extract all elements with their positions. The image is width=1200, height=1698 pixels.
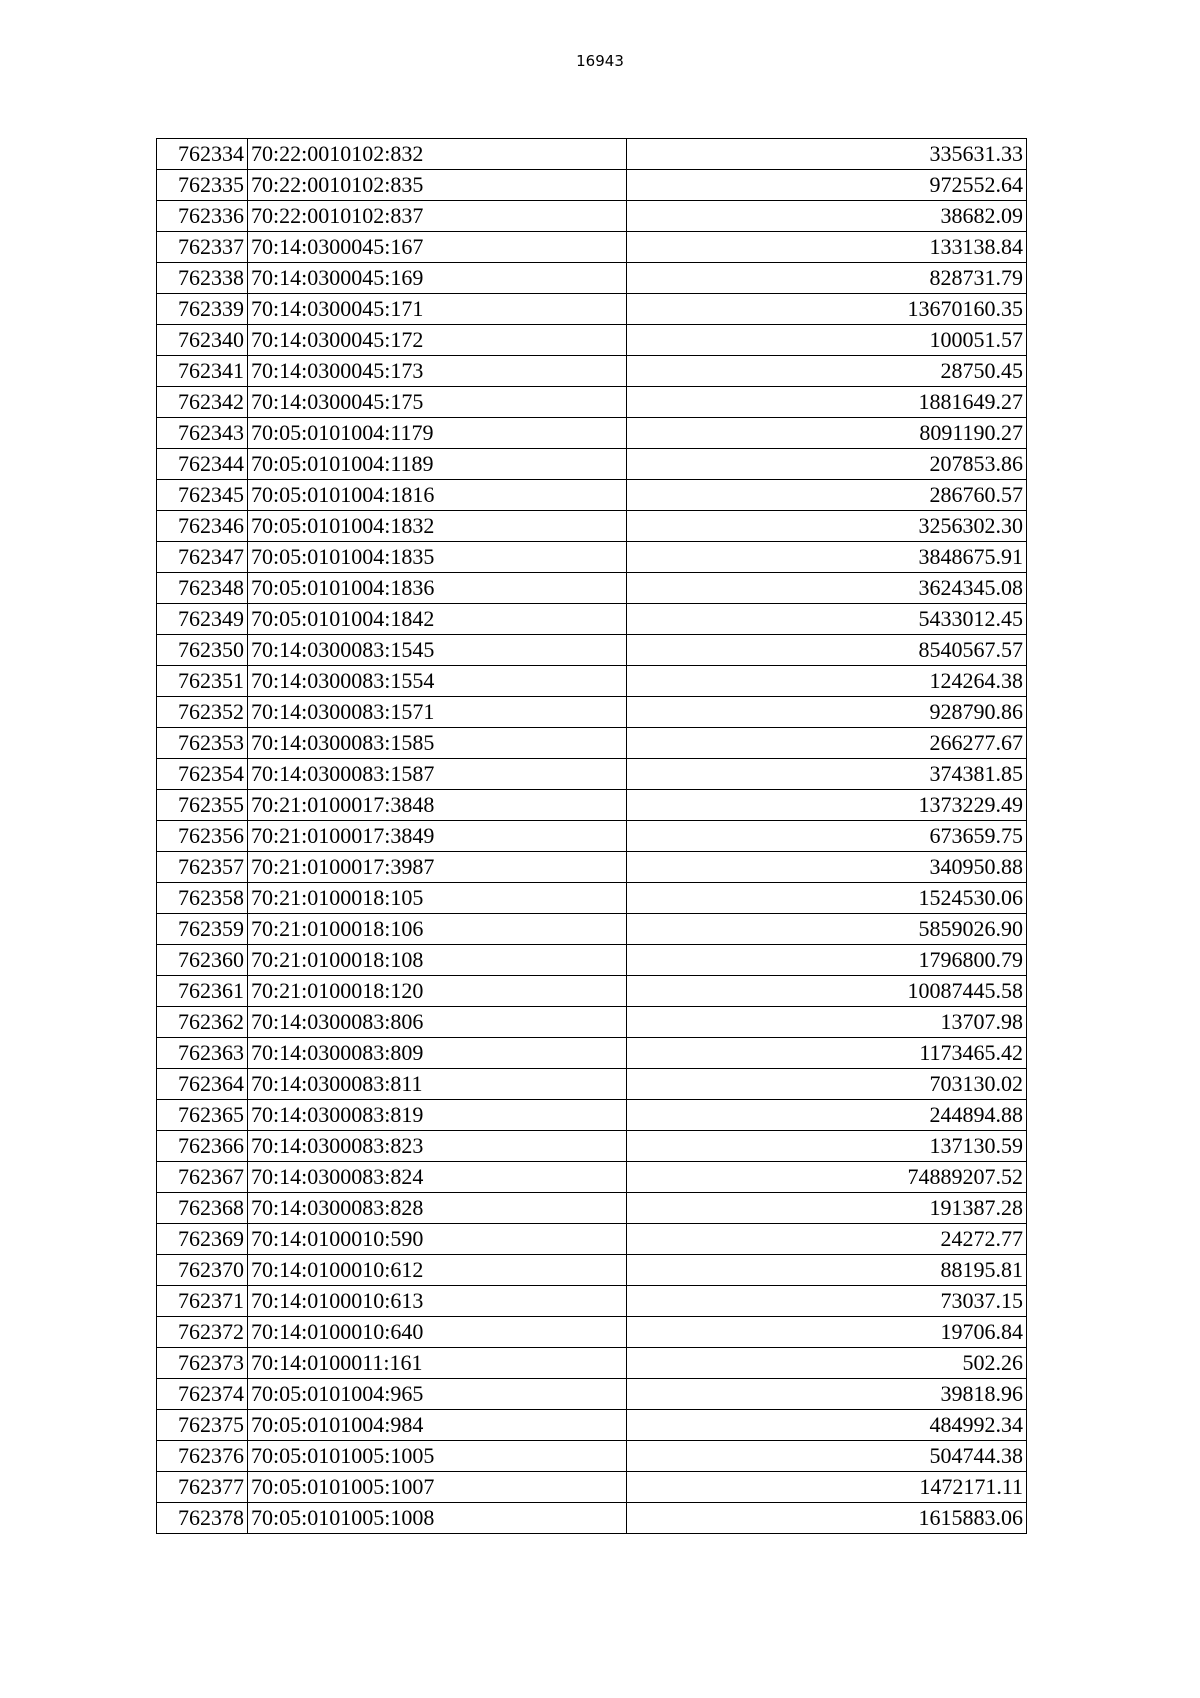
row-id-cell: 762352 [157, 697, 248, 728]
table-row [157, 263, 1027, 294]
cadastral-number-cell: 70:14:0300083:811 [248, 1069, 627, 1100]
cadastral-value-cell: 24272.77 [627, 1224, 1027, 1255]
cadastral-value-cell: 1615883.06 [627, 1503, 1027, 1534]
cadastral-number-cell: 70:14:0300045:171 [248, 294, 627, 325]
cadastral-value-cell: 1881649.27 [627, 387, 1027, 418]
cadastral-value-cell: 8091190.27 [627, 418, 1027, 449]
table-row [157, 480, 1027, 511]
cadastral-number-cell: 70:14:0100010:612 [248, 1255, 627, 1286]
cadastral-value-cell: 3848675.91 [627, 542, 1027, 573]
row-id-cell: 762366 [157, 1131, 248, 1162]
row-id-cell: 762377 [157, 1472, 248, 1503]
row-id-cell: 762359 [157, 914, 248, 945]
table-row [157, 542, 1027, 573]
table-row [157, 697, 1027, 728]
row-id-cell: 762349 [157, 604, 248, 635]
row-id-cell: 762367 [157, 1162, 248, 1193]
cadastral-number-cell: 70:21:0100018:120 [248, 976, 627, 1007]
table-row [157, 1441, 1027, 1472]
cadastral-value-cell: 28750.45 [627, 356, 1027, 387]
cadastral-number-cell: 70:14:0300083:1571 [248, 697, 627, 728]
cadastral-value-cell: 502.26 [627, 1348, 1027, 1379]
cadastral-value-cell: 340950.88 [627, 852, 1027, 883]
cadastral-value-cell: 504744.38 [627, 1441, 1027, 1472]
cadastral-number-cell: 70:05:0101004:984 [248, 1410, 627, 1441]
cadastral-number-cell: 70:21:0100018:105 [248, 883, 627, 914]
cadastral-number-cell: 70:14:0100011:161 [248, 1348, 627, 1379]
row-id-cell: 762378 [157, 1503, 248, 1534]
cadastral-value-cell: 3624345.08 [627, 573, 1027, 604]
row-id-cell: 762375 [157, 1410, 248, 1441]
cadastral-number-cell: 70:14:0300083:1587 [248, 759, 627, 790]
table-row [157, 294, 1027, 325]
table-row [157, 1007, 1027, 1038]
table-row [157, 635, 1027, 666]
cadastral-value-cell: 88195.81 [627, 1255, 1027, 1286]
cadastral-value-cell: 828731.79 [627, 263, 1027, 294]
cadastral-number-cell: 70:05:0101004:1836 [248, 573, 627, 604]
table-row [157, 914, 1027, 945]
cadastral-value-cell: 5433012.45 [627, 604, 1027, 635]
cadastral-value-cell: 3256302.30 [627, 511, 1027, 542]
cadastral-number-cell: 70:21:0100017:3987 [248, 852, 627, 883]
table-row [157, 759, 1027, 790]
row-id-cell: 762346 [157, 511, 248, 542]
table-row [157, 1472, 1027, 1503]
cadastral-number-cell: 70:14:0100010:640 [248, 1317, 627, 1348]
cadastral-value-cell: 484992.34 [627, 1410, 1027, 1441]
cadastral-number-cell: 70:14:0300083:1554 [248, 666, 627, 697]
row-id-cell: 762343 [157, 418, 248, 449]
cadastral-number-cell: 70:05:0101004:1842 [248, 604, 627, 635]
cadastral-value-cell: 10087445.58 [627, 976, 1027, 1007]
cadastral-number-cell: 70:14:0300045:169 [248, 263, 627, 294]
row-id-cell: 762338 [157, 263, 248, 294]
table-row [157, 666, 1027, 697]
cadastral-value-cell: 972552.64 [627, 170, 1027, 201]
row-id-cell: 762357 [157, 852, 248, 883]
table-row [157, 201, 1027, 232]
row-id-cell: 762365 [157, 1100, 248, 1131]
row-id-cell: 762354 [157, 759, 248, 790]
cadastral-value-cell: 5859026.90 [627, 914, 1027, 945]
cadastral-value-cell: 1173465.42 [627, 1038, 1027, 1069]
table-row [157, 790, 1027, 821]
row-id-cell: 762373 [157, 1348, 248, 1379]
cadastral-number-cell: 70:05:0101004:1816 [248, 480, 627, 511]
cadastral-value-cell: 13707.98 [627, 1007, 1027, 1038]
cadastral-value-cell: 13670160.35 [627, 294, 1027, 325]
cadastral-number-cell: 70:14:0300083:824 [248, 1162, 627, 1193]
row-id-cell: 762353 [157, 728, 248, 759]
row-id-cell: 762370 [157, 1255, 248, 1286]
cadastral-value-cell: 1524530.06 [627, 883, 1027, 914]
cadastral-number-cell: 70:14:0100010:613 [248, 1286, 627, 1317]
cadastral-value-cell: 191387.28 [627, 1193, 1027, 1224]
cadastral-number-cell: 70:22:0010102:837 [248, 201, 627, 232]
cadastral-number-cell: 70:05:0101005:1008 [248, 1503, 627, 1534]
row-id-cell: 762347 [157, 542, 248, 573]
cadastral-value-cell: 137130.59 [627, 1131, 1027, 1162]
cadastral-number-cell: 70:14:0300045:175 [248, 387, 627, 418]
row-id-cell: 762350 [157, 635, 248, 666]
cadastral-number-cell: 70:05:0101004:1189 [248, 449, 627, 480]
cadastral-number-cell: 70:14:0300045:167 [248, 232, 627, 263]
row-id-cell: 762336 [157, 201, 248, 232]
cadastral-value-cell: 286760.57 [627, 480, 1027, 511]
row-id-cell: 762344 [157, 449, 248, 480]
cadastral-number-cell: 70:05:0101005:1007 [248, 1472, 627, 1503]
table-row [157, 852, 1027, 883]
table-row [157, 1224, 1027, 1255]
row-id-cell: 762337 [157, 232, 248, 263]
table-row [157, 1317, 1027, 1348]
page-number: 16943 [576, 52, 624, 70]
cadastral-number-cell: 70:05:0101004:1832 [248, 511, 627, 542]
table-row [157, 418, 1027, 449]
cadastral-number-cell: 70:05:0101004:1179 [248, 418, 627, 449]
cadastral-number-cell: 70:05:0101004:965 [248, 1379, 627, 1410]
cadastral-value-cell: 335631.33 [627, 139, 1027, 170]
cadastral-value-cell: 1796800.79 [627, 945, 1027, 976]
cadastral-value-cell: 1472171.11 [627, 1472, 1027, 1503]
cadastral-number-cell: 70:14:0300083:806 [248, 1007, 627, 1038]
row-id-cell: 762335 [157, 170, 248, 201]
cadastral-value-table-container [156, 138, 1027, 1534]
table-row [157, 604, 1027, 635]
row-id-cell: 762362 [157, 1007, 248, 1038]
row-id-cell: 762341 [157, 356, 248, 387]
table-row [157, 356, 1027, 387]
cadastral-value-cell: 374381.85 [627, 759, 1027, 790]
row-id-cell: 762372 [157, 1317, 248, 1348]
cadastral-value-cell: 207853.86 [627, 449, 1027, 480]
cadastral-value-cell: 124264.38 [627, 666, 1027, 697]
cadastral-number-cell: 70:14:0300083:1585 [248, 728, 627, 759]
table-row [157, 1348, 1027, 1379]
table-body [157, 139, 1027, 1534]
row-id-cell: 762334 [157, 139, 248, 170]
row-id-cell: 762348 [157, 573, 248, 604]
row-id-cell: 762368 [157, 1193, 248, 1224]
table-row [157, 1131, 1027, 1162]
cadastral-value-cell: 38682.09 [627, 201, 1027, 232]
row-id-cell: 762369 [157, 1224, 248, 1255]
cadastral-value-cell: 19706.84 [627, 1317, 1027, 1348]
table-row [157, 1100, 1027, 1131]
table-row [157, 232, 1027, 263]
table-row [157, 1162, 1027, 1193]
table-row [157, 883, 1027, 914]
table-row [157, 976, 1027, 1007]
table-row [157, 139, 1027, 170]
cadastral-number-cell: 70:14:0300083:809 [248, 1038, 627, 1069]
row-id-cell: 762340 [157, 325, 248, 356]
cadastral-value-cell: 100051.57 [627, 325, 1027, 356]
table-row [157, 945, 1027, 976]
cadastral-value-table [156, 138, 1027, 1534]
cadastral-value-cell: 673659.75 [627, 821, 1027, 852]
table-row [157, 1193, 1027, 1224]
cadastral-number-cell: 70:22:0010102:835 [248, 170, 627, 201]
cadastral-number-cell: 70:14:0300045:172 [248, 325, 627, 356]
cadastral-number-cell: 70:14:0300045:173 [248, 356, 627, 387]
row-id-cell: 762374 [157, 1379, 248, 1410]
cadastral-number-cell: 70:05:0101005:1005 [248, 1441, 627, 1472]
cadastral-number-cell: 70:14:0300083:819 [248, 1100, 627, 1131]
cadastral-value-cell: 8540567.57 [627, 635, 1027, 666]
cadastral-value-cell: 703130.02 [627, 1069, 1027, 1100]
cadastral-value-cell: 266277.67 [627, 728, 1027, 759]
table-row [157, 821, 1027, 852]
table-row [157, 1410, 1027, 1441]
row-id-cell: 762351 [157, 666, 248, 697]
table-row [157, 1286, 1027, 1317]
row-id-cell: 762358 [157, 883, 248, 914]
table-row [157, 1255, 1027, 1286]
cadastral-value-cell: 133138.84 [627, 232, 1027, 263]
table-row [157, 1503, 1027, 1534]
cadastral-number-cell: 70:21:0100017:3849 [248, 821, 627, 852]
table-row [157, 728, 1027, 759]
table-row [157, 449, 1027, 480]
cadastral-value-cell: 244894.88 [627, 1100, 1027, 1131]
table-row [157, 325, 1027, 356]
row-id-cell: 762342 [157, 387, 248, 418]
row-id-cell: 762345 [157, 480, 248, 511]
cadastral-number-cell: 70:05:0101004:1835 [248, 542, 627, 573]
table-row [157, 1379, 1027, 1410]
cadastral-value-cell: 39818.96 [627, 1379, 1027, 1410]
row-id-cell: 762361 [157, 976, 248, 1007]
cadastral-value-cell: 73037.15 [627, 1286, 1027, 1317]
cadastral-number-cell: 70:14:0300083:1545 [248, 635, 627, 666]
row-id-cell: 762364 [157, 1069, 248, 1100]
table-row [157, 387, 1027, 418]
cadastral-number-cell: 70:21:0100018:108 [248, 945, 627, 976]
row-id-cell: 762363 [157, 1038, 248, 1069]
cadastral-value-cell: 1373229.49 [627, 790, 1027, 821]
cadastral-value-cell: 74889207.52 [627, 1162, 1027, 1193]
cadastral-number-cell: 70:14:0300083:823 [248, 1131, 627, 1162]
cadastral-number-cell: 70:14:0300083:828 [248, 1193, 627, 1224]
row-id-cell: 762355 [157, 790, 248, 821]
row-id-cell: 762356 [157, 821, 248, 852]
row-id-cell: 762376 [157, 1441, 248, 1472]
cadastral-number-cell: 70:14:0100010:590 [248, 1224, 627, 1255]
cadastral-value-cell: 928790.86 [627, 697, 1027, 728]
table-row [157, 511, 1027, 542]
cadastral-number-cell: 70:21:0100018:106 [248, 914, 627, 945]
row-id-cell: 762339 [157, 294, 248, 325]
table-row [157, 170, 1027, 201]
cadastral-number-cell: 70:21:0100017:3848 [248, 790, 627, 821]
table-row [157, 1038, 1027, 1069]
row-id-cell: 762360 [157, 945, 248, 976]
row-id-cell: 762371 [157, 1286, 248, 1317]
table-row [157, 573, 1027, 604]
cadastral-number-cell: 70:22:0010102:832 [248, 139, 627, 170]
table-row [157, 1069, 1027, 1100]
